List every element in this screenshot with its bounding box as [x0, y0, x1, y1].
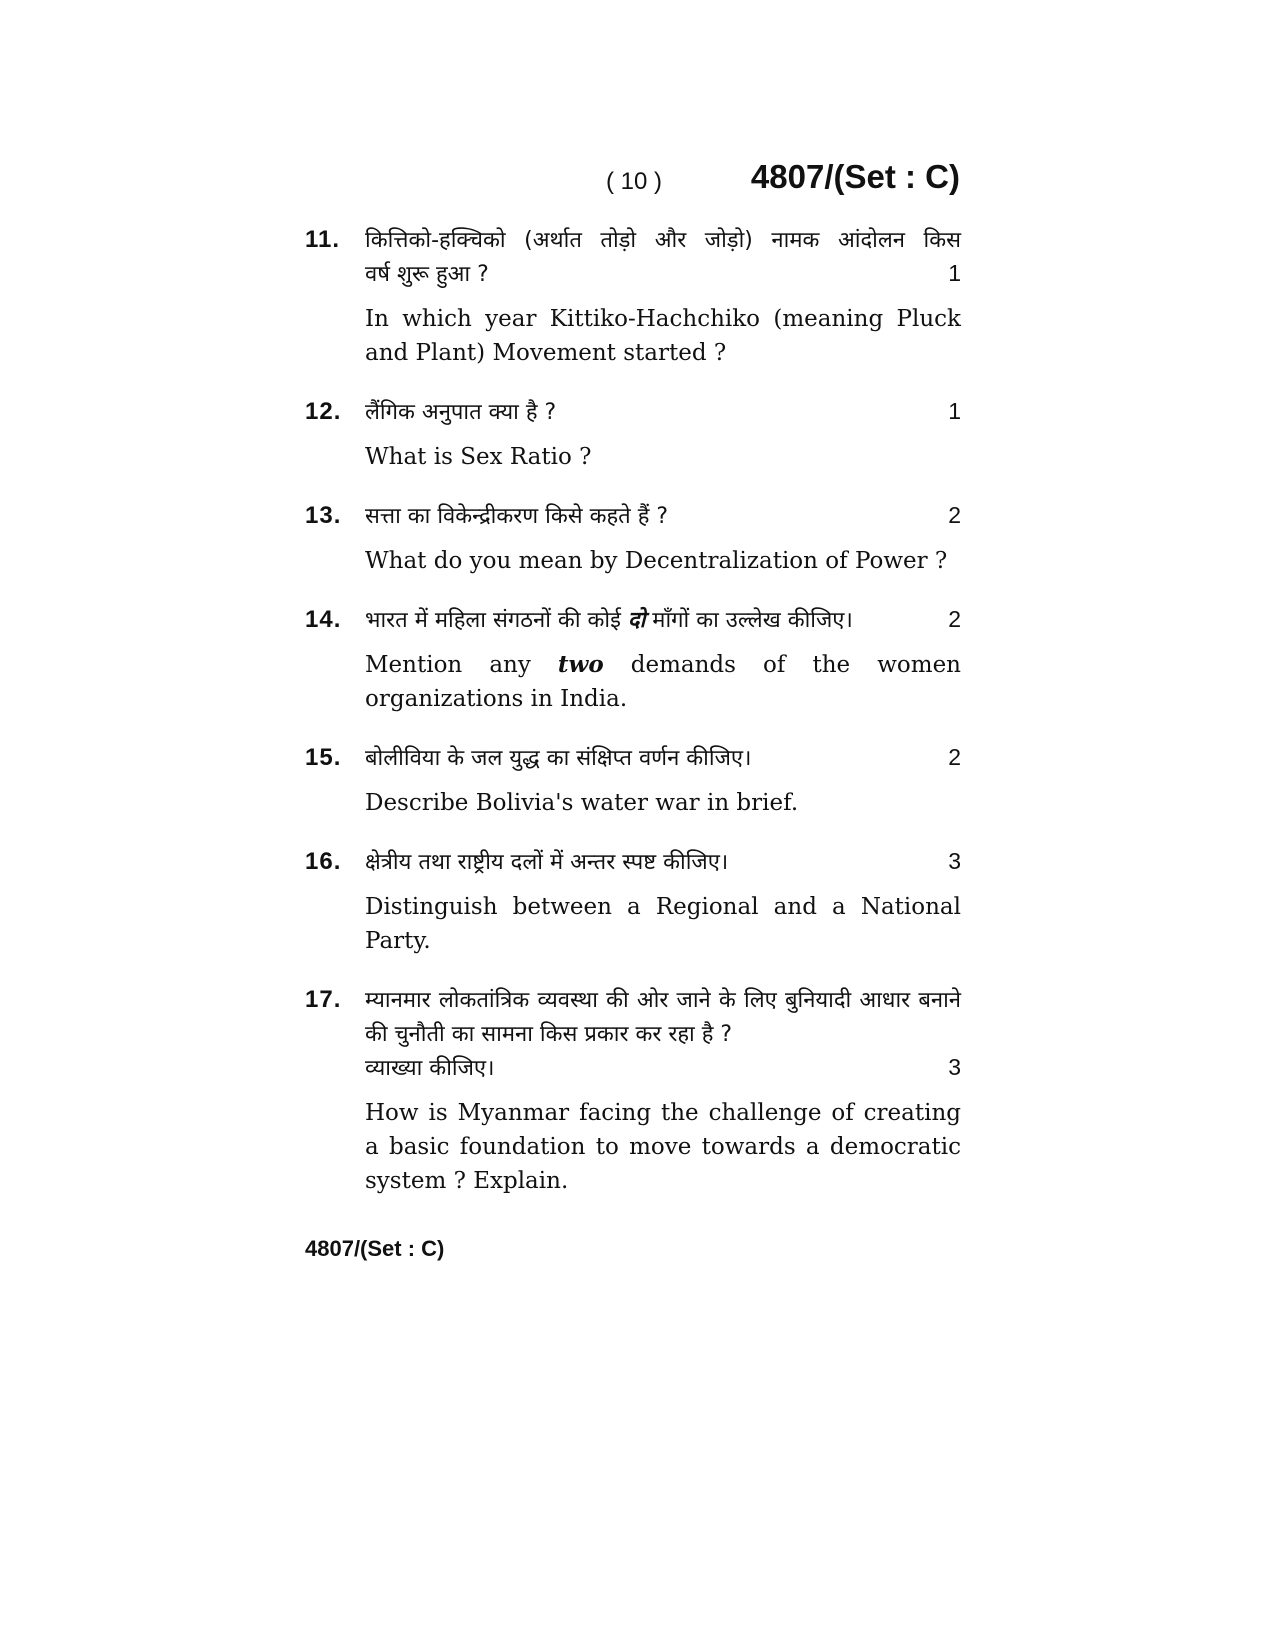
question-list — [305, 224, 961, 1198]
question-marks: 2 — [948, 502, 961, 528]
question-english-text-part: Mention any — [365, 652, 558, 678]
question-number: 13. — [305, 502, 342, 529]
question-english-text: How is Myanmar facing the challenge of creating a basic foundation to move towards a democratic system ? Explain. — [365, 1100, 961, 1194]
question-hindi-text: क्षेत्रीय तथा राष्ट्रीय दलों में अन्तर स्पष्ट कीजिए। — [365, 850, 729, 875]
question-hindi-text-continued: वर्ष शुरू हुआ ? — [365, 262, 489, 287]
question-english-text: Describe Bolivia's water war in brief. — [365, 790, 799, 816]
question-11 — [305, 224, 961, 370]
page-header — [300, 158, 960, 208]
question-hindi-text — [365, 604, 853, 638]
question-hindi-text-part: भारत में महिला संगठनों की कोई — [365, 608, 628, 633]
question-number: 17. — [305, 986, 342, 1013]
question-marks: 1 — [948, 398, 961, 424]
question-12 — [305, 396, 961, 474]
question-hindi-emphasis: दो — [627, 608, 646, 633]
question-english-emphasis: two — [557, 651, 604, 678]
question-english-text: In which year Kittiko-Hachchiko (meaning Pluck and Plant) Movement started ? — [365, 306, 961, 366]
question-hindi-text-continued: व्याख्या कीजिए। — [365, 1056, 495, 1081]
question-english-text: Distinguish between a Regional and a National Party. — [365, 894, 961, 954]
question-hindi-text: सत्ता का विकेन्द्रीकरण किसे कहते हैं ? — [365, 504, 669, 529]
question-marks: 2 — [948, 744, 961, 770]
question-13 — [305, 500, 961, 578]
question-number: 11. — [305, 226, 341, 253]
question-marks: 1 — [948, 260, 961, 286]
set-code-footer: 4807/(Set : C) — [305, 1236, 445, 1261]
question-number: 15. — [305, 744, 342, 771]
question-hindi-text: म्यानमार लोकतांत्रिक व्यवस्था की ओर जाने के लिए बुनियादी आधार बनाने की चुनौती का सामना किस प्रकार कर रहा है ? — [365, 988, 961, 1047]
question-hindi-text-part: माँगों का उल्लेख कीजिए। — [645, 608, 853, 633]
question-english-text-part: demands of the women — [603, 652, 961, 678]
question-number: 14. — [305, 606, 342, 633]
question-14 — [305, 604, 961, 716]
question-16 — [305, 846, 961, 958]
question-english-text: What do you mean by Decentralization of Power ? — [365, 548, 948, 574]
question-hindi-text: कित्तिको-हक्चिको (अर्थात तोड़ो और जोड़ो) नामक आंदोलन किस — [365, 228, 961, 253]
question-marks: 3 — [948, 848, 961, 874]
question-english-text-continued: organizations in India. — [365, 686, 628, 712]
question-marks: 2 — [948, 606, 961, 632]
question-number: 12. — [305, 398, 342, 425]
question-english-text — [365, 648, 961, 682]
question-17 — [305, 984, 961, 1198]
question-hindi-text: बोलीविया के जल युद्ध का संक्षिप्त वर्णन कीजिए। — [365, 746, 752, 771]
question-number: 16. — [305, 848, 342, 875]
question-english-text: What is Sex Ratio ? — [365, 444, 592, 470]
set-code-header: 4807/(Set : C) — [750, 158, 960, 195]
question-hindi-text: लैंगिक अनुपात क्या है ? — [365, 400, 557, 425]
page-number: ( 10 ) — [606, 168, 663, 195]
question-15 — [305, 742, 961, 820]
question-marks: 3 — [948, 1054, 961, 1080]
